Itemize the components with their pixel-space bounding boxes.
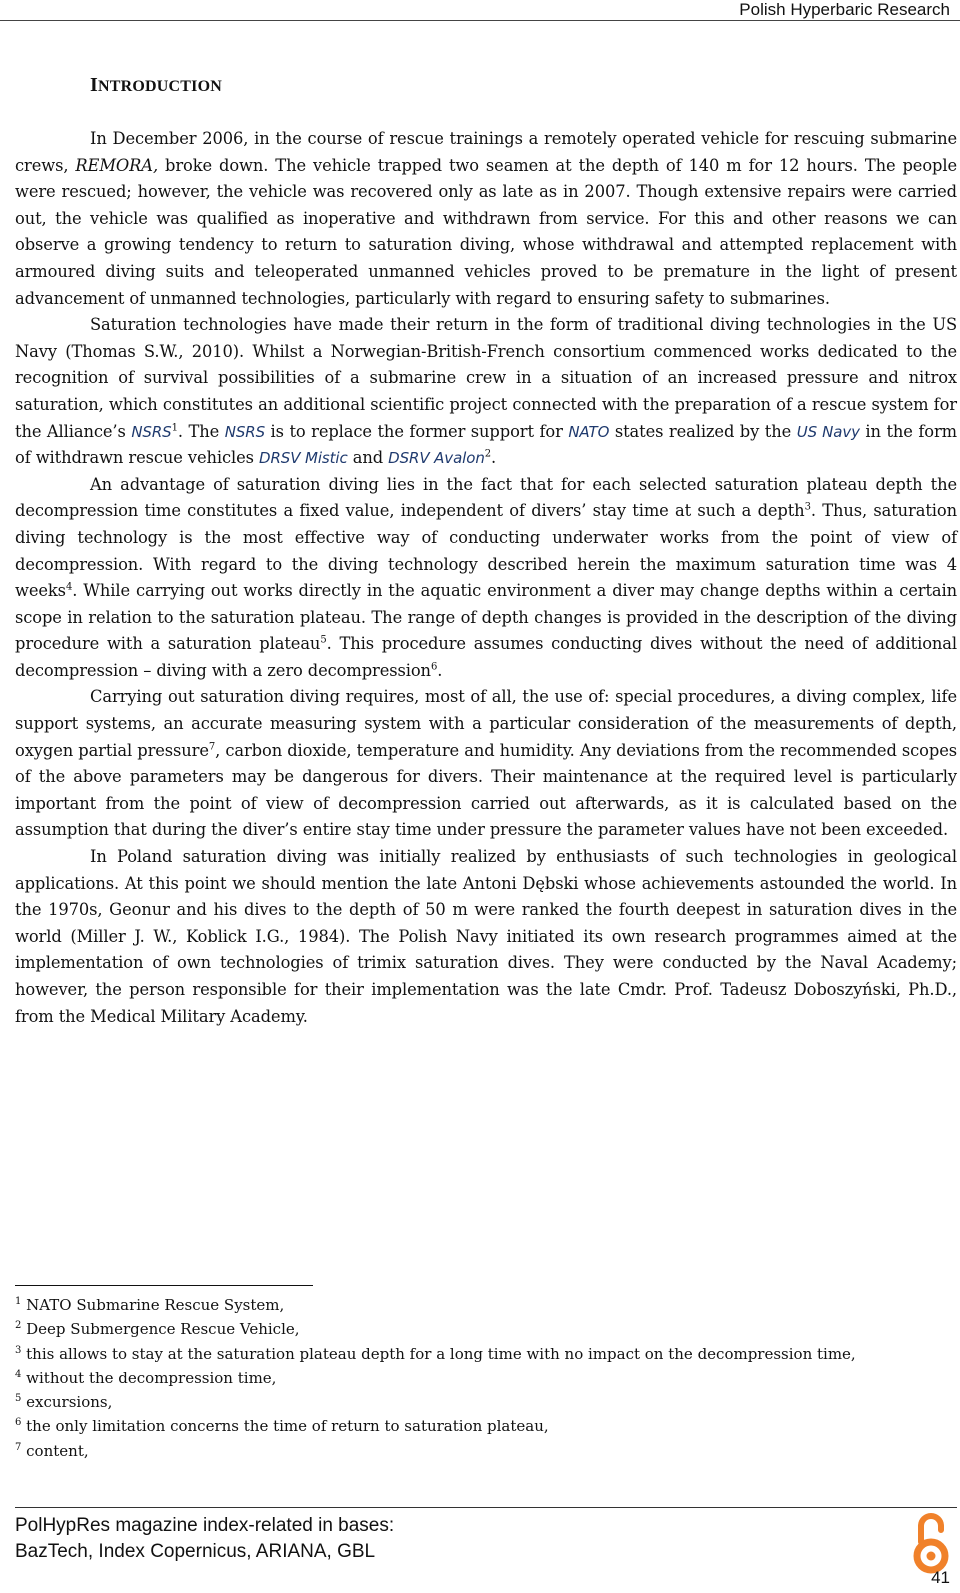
footnote-text: content,: [26, 1441, 89, 1460]
p4-text-b: , carbon dioxide, temperature and humidity. Any deviations from the recommended scopes of the above parameters may be dangerous for divers. Their maintenance at the required level is particularly important from the point of view of decompression carried out afterwards, as it is calculated based on the assumption that during the diver’s entire stay time under pressure the parameter values have not been exceeded.: [15, 740, 957, 840]
footnote: [15, 1390, 957, 1414]
footnote: [15, 1342, 957, 1366]
journal-title: Polish Hyperbaric Research: [739, 0, 950, 19]
us-navy-term: US Navy: [796, 422, 860, 441]
footnote: [15, 1439, 957, 1463]
paragraph-2: [15, 312, 957, 472]
p3-text-c: . While carrying out works directly in the aquatic environment a diver may change depths within a certain scope in relation to the saturation plateau. The range of depth changes is provided in the description of the diving procedure with a saturation plateau: [15, 581, 957, 654]
nato-term: NATO: [568, 422, 610, 441]
nsrs-term: NSRS: [131, 422, 172, 441]
footnote-text: NATO Submarine Rescue System,: [26, 1296, 285, 1314]
footer-index-line-1: PolHypRes magazine index-related in bases:: [15, 1515, 395, 1536]
section-title-rest: NTRODUCTION: [97, 78, 222, 95]
footnote-text: Deep Submergence Rescue Vehicle,: [26, 1320, 300, 1339]
footnote: [15, 1293, 957, 1317]
page-number: 41: [931, 1568, 950, 1587]
footnote-ref-6[interactable]: 6: [430, 661, 438, 673]
footnote-number: 3: [15, 1344, 22, 1356]
p1-text-b: broke down. The vehicle trapped two seamen at the depth of 140 m for 12 hours. The people were rescued; however, the vehicle was recovered only as late as in 2007. Though extensive repairs were carried out, the vehicle was qualified as inoperative and withdrawn from service. For this and other reasons we can observe a growing tendency to return to saturation diving, whose withdrawal and attempted replacement with armoured diving suits and teleoperated unmanned vehicles proved to be premature in the light of present advancement of unmanned technologies, particularly with regard to ensuring safety to submarines.: [15, 155, 957, 308]
footnote-number: 5: [15, 1393, 22, 1405]
footnote-number: 4: [15, 1368, 22, 1380]
p3-text-a: An advantage of saturation diving lies in the fact that for each selected saturation plateau depth the decompression time constitutes a fixed value, independent of divers’ stay time at such a depth: [15, 474, 957, 521]
footnote-text: this allows to stay at the saturation plateau depth for a long time with no impact on the decompression time,: [26, 1344, 856, 1363]
footnote: [15, 1414, 957, 1438]
footnote-ref-5[interactable]: 5: [320, 634, 327, 646]
footnote-ref-3[interactable]: 3: [804, 501, 811, 513]
footnote-number: 7: [15, 1441, 22, 1453]
footer-divider: [15, 1507, 957, 1508]
footer-index-line-2: BazTech, Index Copernicus, ARIANA, GBL: [15, 1541, 376, 1562]
p2-text-g: .: [491, 448, 497, 468]
nsrs-term: NSRS: [224, 422, 266, 441]
p2-text-c: is to replace the former support for: [265, 421, 569, 441]
paragraph-3: [15, 472, 957, 685]
footnote-ref-4[interactable]: 4: [65, 581, 73, 593]
p2-text-b: . The: [177, 421, 225, 441]
p2-text-a: Saturation technologies have made their return in the form of traditional diving technologies in the US Navy (Thomas S.W., 2010). Whilst a Norwegian-British-French consortium commenced works dedicated to the recognition of survival possibilities of a submarine crew in a situation of an increased pressure and nitrox saturation, which constitutes an additional scientific project connected with the preparation of a rescue system for the Alliance’s: [15, 315, 957, 441]
section-title-initial: I: [90, 74, 98, 96]
article-body: [15, 126, 957, 1030]
footnote-number: 1: [15, 1296, 22, 1307]
paragraph-1: [15, 126, 957, 312]
footnote-ref-2[interactable]: 2: [484, 448, 491, 460]
footnote-ref-7[interactable]: 7: [208, 741, 216, 753]
p5-text-a: In Poland saturation diving was initially realized by enthusiasts of such technologies in geological applications. At this point we should mention the late Antoni Dębski whose achievements astounded the world. In the 1970s, Geonur and his dives to the depth of 50 m were ranked the fourth deepest in saturation dives in the world (Miller J. W., Koblick I.G., 1984). The Polish Navy initiated its own research programmes aimed at the implementation of own technologies of trimix saturation dives. They were conducted by the Naval Academy; however, the person responsible for their implementation was the late Cmdr. Prof. Tadeusz Doboszyński, Ph.D., from the Medical Military Academy.: [15, 847, 957, 1026]
p3-text-d: . This procedure assumes conducting dives without the need of additional decompression – diving with a zero decompression: [15, 634, 957, 680]
p2-text-f: and: [347, 448, 389, 468]
p2-text-e: in the form of withdrawn rescue vehicles: [15, 421, 958, 468]
footnote-number: 6: [15, 1417, 22, 1429]
dsrv-term: DSRV Avalon: [388, 449, 485, 468]
footnote-text: without the decompression time,: [26, 1368, 277, 1387]
p1-text-a: In December 2006, in the course of rescue trainings a remotely operated vehicle for rescuing submarine crews,: [15, 129, 957, 175]
p3-text-e: .: [437, 660, 443, 680]
footnotes: [15, 1293, 957, 1463]
footnote-ref-1[interactable]: 1: [171, 422, 178, 434]
footnote-number: 2: [15, 1320, 22, 1332]
footnote: [15, 1317, 957, 1341]
footnote-text: the only limitation concerns the time of return to saturation plateau,: [26, 1417, 549, 1436]
section-title: [90, 74, 222, 97]
p2-text-d: states realized by the: [609, 421, 797, 441]
footnote-text: excursions,: [26, 1393, 113, 1412]
footnote-divider: [15, 1285, 313, 1286]
paragraph-5: [15, 844, 957, 1030]
page-header: [0, 0, 960, 21]
paragraph-4: [15, 684, 957, 844]
open-access-icon: [910, 1512, 952, 1574]
remora-term: REMORA,: [75, 155, 159, 175]
footnote: [15, 1366, 957, 1390]
p4-text-a: Carrying out saturation diving requires, most of all, the use of: special procedures, a diving complex, life support systems, an accurate measuring system with a particular consideration of the measurements of depth, oxygen partial pressure: [15, 687, 957, 760]
drsv-term: DRSV Mistic: [259, 449, 348, 468]
p3-text-b: . Thus, saturation diving technology is the most effective way of conducting underwater works from the point of view of decompression. With regard to the diving technology described herein the maximum saturation time was 4 weeks: [15, 501, 957, 601]
